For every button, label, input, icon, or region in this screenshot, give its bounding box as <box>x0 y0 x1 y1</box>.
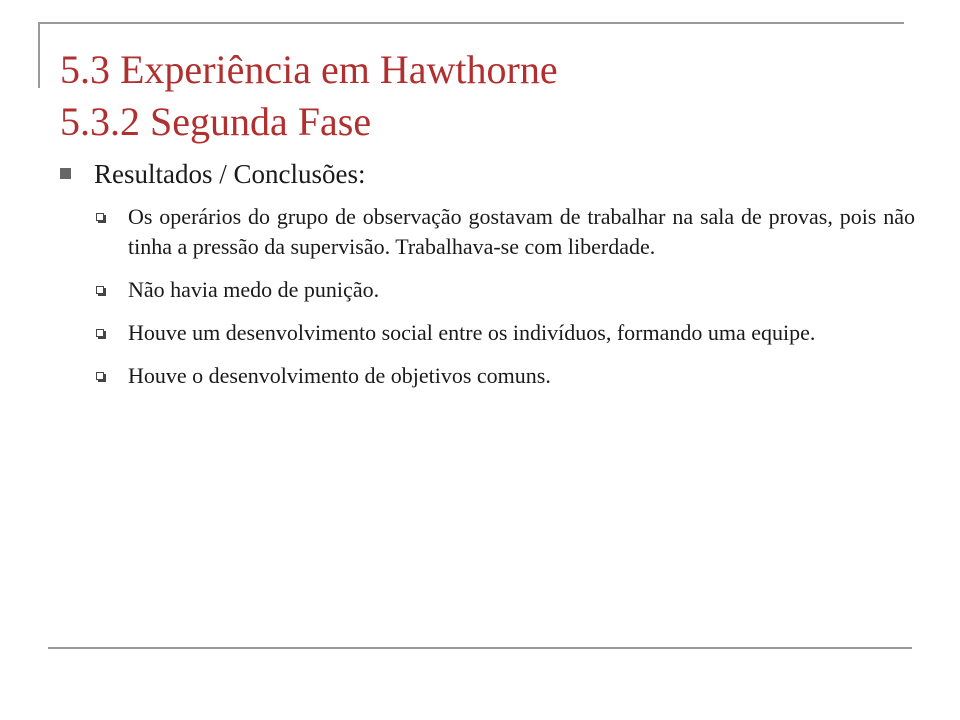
slide-content <box>60 156 915 404</box>
sub-bullet-item <box>60 361 915 391</box>
sub-bullet-item <box>60 275 915 305</box>
hollow-box-bullet-icon <box>96 329 104 337</box>
title-line-2: 5.3.2 Segunda Fase <box>60 99 372 144</box>
hollow-box-bullet-icon <box>96 286 104 294</box>
sub-bullet-text: Houve um desenvolvimento social entre os indivíduos, formando uma equipe. <box>128 320 816 345</box>
sub-bullet-text: Houve o desenvolvimento de objetivos comuns. <box>128 363 551 388</box>
slide-title <box>60 44 900 148</box>
hollow-box-bullet-icon <box>96 372 104 380</box>
bottom-divider-line <box>48 647 912 649</box>
title-line-1: 5.3 Experiência em Hawthorne <box>60 47 558 92</box>
top-divider-line <box>38 22 904 24</box>
sub-bullet-text: Os operários do grupo de observação gostavam de trabalhar na sala de provas, pois não tinha a pressão da supervisão. Trabalhava-se com liberdade. <box>128 204 915 259</box>
hollow-box-bullet-icon <box>96 213 104 221</box>
sub-bullet-list <box>60 202 915 391</box>
sub-bullet-item <box>60 318 915 348</box>
level1-bullet-item <box>60 156 915 192</box>
sub-bullet-item <box>60 202 915 262</box>
bullet-heading: Resultados / Conclusões: <box>94 159 366 189</box>
left-divider-line <box>38 22 40 88</box>
sub-bullet-text: Não havia medo de punição. <box>128 277 380 302</box>
square-bullet-icon <box>60 168 71 179</box>
